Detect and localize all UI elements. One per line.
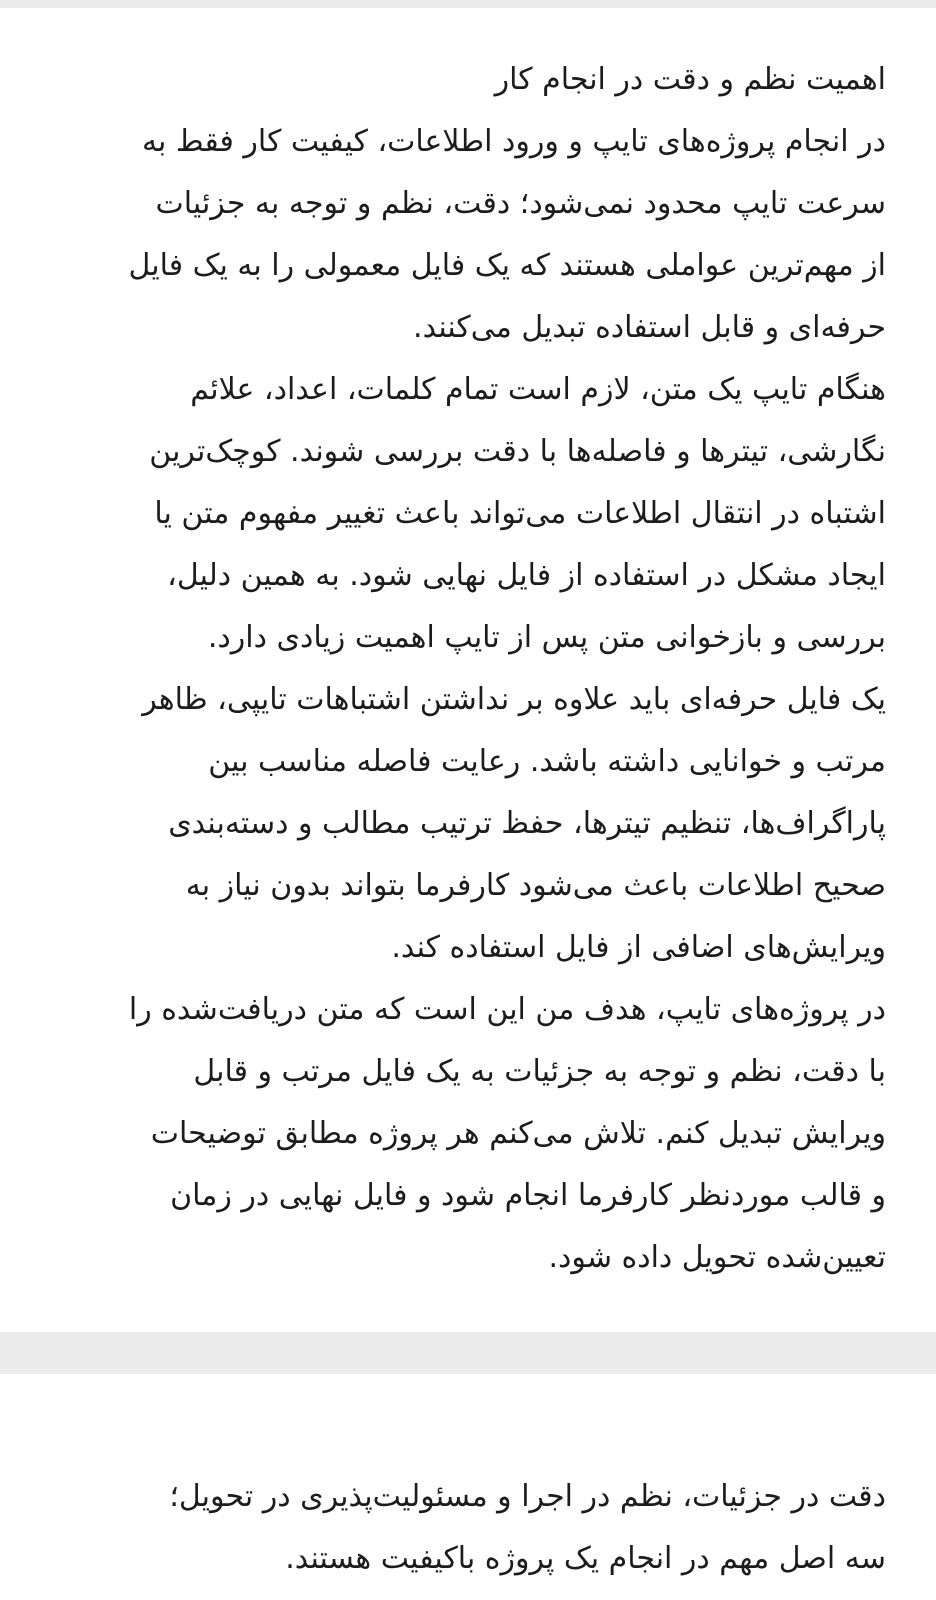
article-line: نگارشی، تیترها و فاصله‌ها با دقت بررسی شوند. کوچک‌ترین (149, 434, 886, 469)
article-line: پاراگراف‌ها، تنظیم تیترها، حفظ ترتیب مطالب و دسته‌بندی (168, 806, 886, 841)
article-line: بررسی و بازخوانی متن پس از تایپ اهمیت زیادی دارد. (207, 620, 886, 655)
article-line: اشتباه در انتقال اطلاعات می‌تواند باعث تغییر مفهوم متن یا (154, 496, 886, 531)
article-line: در پروژه‌های تایپ، هدف من این است که متن دریافت‌شده را (128, 992, 886, 1027)
article-line: سرعت تایپ محدود نمی‌شود؛ دقت، نظم و توجه به جزئیات (155, 186, 886, 221)
article-line: با دقت، نظم و توجه به جزئیات به یک فایل مرتب و قابل (193, 1054, 886, 1089)
article-line: تعیین‌شده تحویل داده شود. (548, 1240, 886, 1275)
footer-line: دقت در جزئیات، نظم در اجرا و مسئولیت‌پذیری در تحویل؛ (169, 1479, 886, 1514)
article-title: اهمیت نظم و دقت در انجام کار (494, 62, 886, 97)
article-line: هنگام تایپ یک متن، لازم است تمام کلمات، اعداد، علائم (190, 372, 886, 407)
footer-note (46, 1466, 886, 1590)
article-line: از مهم‌ترین عواملی هستند که یک فایل معمولی را به یک فایل (128, 248, 886, 283)
article-line: صحیح اطلاعات باعث می‌شود کارفرما بتواند بدون نیاز به (185, 868, 886, 903)
footer-line: سه اصل مهم در انجام یک پروژه باکیفیت هستند. (285, 1541, 886, 1576)
article-body (46, 49, 886, 1289)
article-line: در انجام پروژه‌های تایپ و ورود اطلاعات، کیفیت کار فقط به (141, 124, 886, 159)
article-line: مرتب و خوانایی داشته باشد. رعایت فاصله مناسب بین (208, 744, 886, 779)
section-divider (0, 1332, 936, 1374)
article-line: حرفه‌ای و قابل استفاده تبدیل می‌کنند. (413, 310, 886, 345)
article-line: و قالب موردنظر کارفرما انجام شود و فایل نهایی در زمان (170, 1178, 886, 1213)
article-line: ایجاد مشکل در استفاده از فایل نهایی شود. به همین دلیل، (167, 558, 886, 593)
article-line: ویرایش‌های اضافی از فایل استفاده کند. (391, 930, 886, 965)
top-strip (0, 0, 936, 8)
article-line: یک فایل حرفه‌ای باید علاوه بر نداشتن اشتباهات تایپی، ظاهر (142, 682, 886, 717)
article-line: ویرایش تبدیل کنم. تلاش می‌کنم هر پروژه مطابق توضیحات (150, 1116, 886, 1151)
